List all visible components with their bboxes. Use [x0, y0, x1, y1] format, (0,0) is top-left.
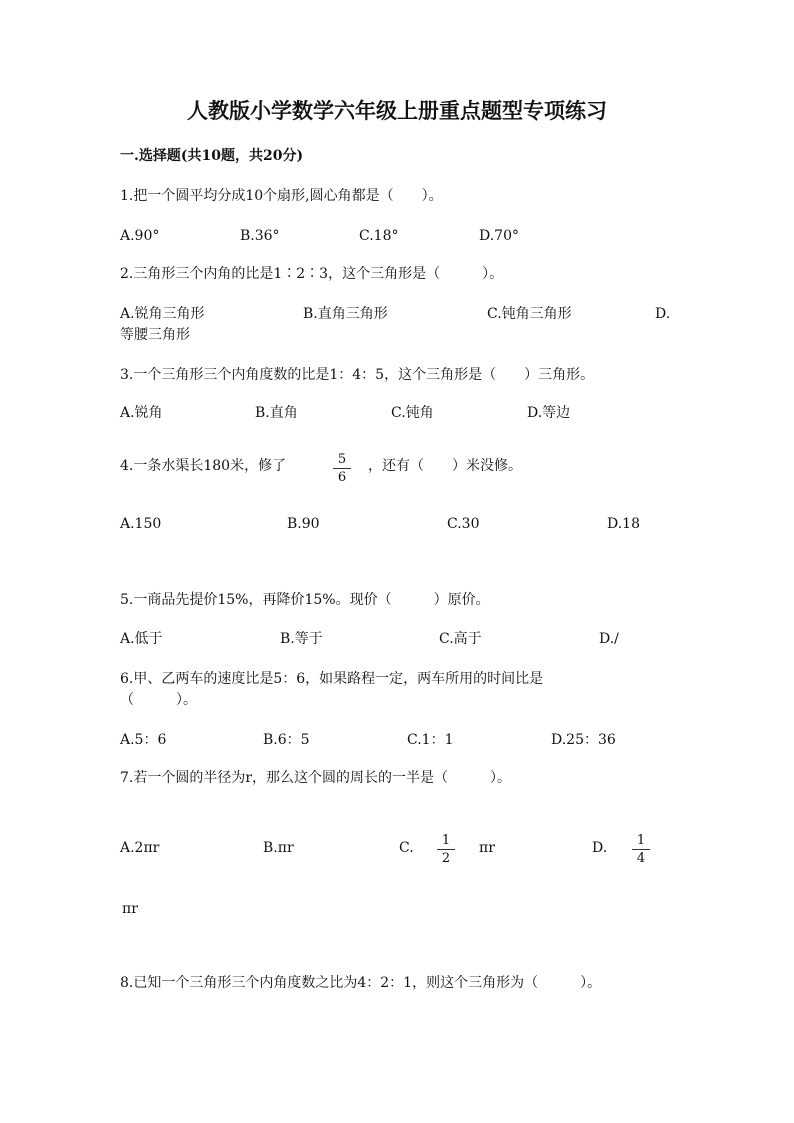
question-4-option-b: B.90 — [287, 516, 320, 532]
question-7-option-a: A.2πr — [120, 840, 160, 856]
question-5-option-a: A.低于 — [120, 631, 163, 647]
question-1-option-b: B.36° — [240, 228, 280, 244]
question-2-stem: 2.三角形三个内角的比是1∶2∶3，这个三角形是（ ）。 — [120, 266, 504, 282]
question-6-stem-wrap: （ ）。 — [120, 692, 197, 708]
question-1-option-c: C.18° — [359, 228, 399, 244]
question-7-option-c-fraction — [437, 833, 455, 866]
question-3-option-d: D.等边 — [527, 405, 571, 421]
question-7-option-d-text: πr — [122, 901, 138, 917]
question-6-option-c: C.1：1 — [407, 732, 454, 748]
question-6-option-b: B.6：5 — [263, 732, 310, 748]
question-3-option-b: B.直角 — [255, 405, 298, 421]
section-heading: 一.选择题(共10题，共20分) — [120, 148, 304, 164]
question-6-stem: 6.甲、乙两车的速度比是5：6，如果路程一定，两车所用的时间比是 — [120, 671, 544, 687]
question-3-option-a: A.锐角 — [120, 405, 163, 421]
fraction-denominator: 2 — [441, 851, 451, 866]
question-2-option-a: A.锐角三角形 — [120, 306, 205, 322]
question-2-option-d: D. — [655, 306, 671, 322]
question-4-option-c: C.30 — [447, 516, 480, 532]
question-5-stem: 5.一商品先提价15%，再降价15%。现价（ ）原价。 — [120, 592, 490, 608]
question-1-option-a: A.90° — [120, 228, 160, 244]
question-4-stem-end: ，还有（ ）米没修。 — [368, 458, 522, 474]
question-3-option-c: C.钝角 — [391, 405, 434, 421]
fraction-denominator: 6 — [337, 470, 347, 485]
question-4-option-d: D.18 — [607, 516, 640, 532]
question-6-option-a: A.5：6 — [120, 732, 167, 748]
question-7-option-c: C. — [399, 840, 414, 856]
question-5-option-b: B.等于 — [280, 631, 323, 647]
question-1-option-d: D.70° — [479, 228, 519, 244]
fraction-numerator: 1 — [632, 833, 650, 850]
question-7-option-b: B.πr — [263, 840, 294, 856]
question-3-stem: 3.一个三角形三个内角度数的比是1：4：5，这个三角形是（ ）三角形。 — [120, 367, 595, 383]
fraction-numerator: 1 — [437, 833, 455, 850]
page-title: 人教版小学数学六年级上册重点题型专项练习 — [187, 98, 607, 123]
question-7-option-d-fraction — [632, 833, 650, 866]
question-7-option-c-text: πr — [479, 840, 495, 856]
question-8-stem: 8.已知一个三角形三个内角度数之比为4：2：1，则这个三角形为（ ）。 — [120, 975, 602, 991]
question-7-option-d: D. — [592, 840, 608, 856]
question-2-option-c: C.钝角三角形 — [487, 306, 572, 322]
fraction-denominator: 4 — [636, 851, 646, 866]
question-5-option-d: D./ — [599, 631, 619, 647]
question-2-option-b: B.直角三角形 — [303, 306, 388, 322]
question-4-fraction — [333, 452, 351, 485]
question-2-option-d-text: 等腰三角形 — [120, 327, 190, 343]
question-5-option-c: C.高于 — [439, 631, 482, 647]
question-7-stem: 7.若一个圆的半径为r，那么这个圆的周长的一半是（ ）。 — [120, 770, 512, 786]
question-1-stem: 1.把一个圆平均分成10个扇形,圆心角都是（ ）。 — [120, 188, 443, 204]
fraction-numerator: 5 — [333, 452, 351, 469]
question-4-stem: 4.一条水渠长180米，修了 — [120, 458, 287, 474]
question-6-option-d: D.25：36 — [551, 732, 616, 748]
question-4-option-a: A.150 — [120, 516, 162, 532]
